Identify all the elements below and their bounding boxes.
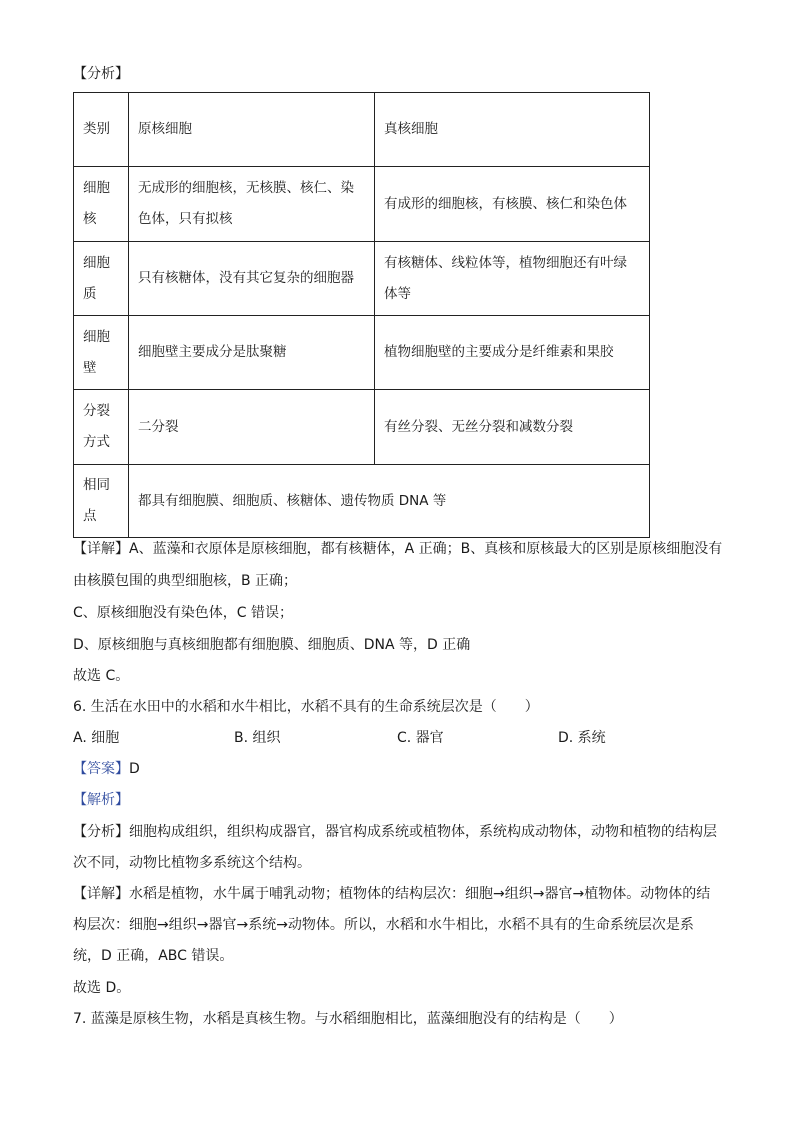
q6-option-a: A. 细胞 [73, 730, 120, 746]
q6-option-d: D. 系统 [558, 730, 606, 746]
row-category: 相同点 [83, 477, 110, 524]
q6-detail-line-1 [73, 884, 733, 904]
q6-option-c: C. 器官 [397, 730, 444, 746]
row-eukaryote: 有成形的细胞核，有核膜、核仁和染色体 [384, 195, 627, 212]
fenxi-label: 【分析】 [73, 824, 129, 840]
header-eukaryote: 真核细胞 [384, 121, 438, 137]
table-row [74, 316, 650, 390]
q6-analysis-label: 【解析】 [73, 792, 129, 808]
detail-label: 【详解】 [73, 886, 129, 902]
common-points: 都具有细胞膜、细胞质、核糖体、遗传物质 DNA 等 [138, 492, 447, 509]
q6-stem: 6. 生活在水田中的水稻和水牛相比，水稻不具有的生命系统层次是（ ） [73, 699, 539, 715]
q7-stem: 7. 蓝藻是原核生物，水稻是真核生物。与水稻细胞相比，蓝藻细胞没有的结构是（ ） [73, 1011, 623, 1027]
q6-conclusion: 故选 D。 [73, 980, 131, 996]
row-prokaryote: 只有核糖体，没有其它复杂的细胞器 [138, 270, 354, 286]
q6-option-b: B. 组织 [234, 730, 281, 746]
q6-detail-line-3: 统，D 正确，ABC 错误。 [73, 948, 234, 964]
table-row [74, 242, 650, 316]
q6-fenxi-line-1 [73, 822, 733, 842]
q6-answer [73, 759, 733, 779]
detail-text: 水稻是植物，水牛属于哺乳动物；植物体的结构层次：细胞→组织→器官→植物体。动物体的结 [129, 886, 711, 902]
fenxi-text: 细胞构成组织，组织构成器官，器官构成系统或植物体，系统构成动物体，动物和植物的结构层 [129, 824, 717, 840]
row-category: 分裂方式 [83, 403, 110, 450]
row-prokaryote: 无成形的细胞核，无核膜、核仁、染色体，只有拟核 [138, 180, 354, 227]
header-prokaryote: 原核细胞 [138, 121, 192, 137]
row-prokaryote: 二分裂 [138, 418, 179, 435]
table-row [74, 167, 650, 242]
row-eukaryote: 植物细胞壁的主要成分是纤维素和果胶 [384, 344, 614, 360]
row-eukaryote: 有核糖体、线粒体等，植物细胞还有叶绿体等 [384, 254, 627, 302]
q6-detail-line-2: 构层次：细胞→组织→器官→系统→动物体。所以，水稻和水牛相比，水稻不具有的生命系统层次是系 [73, 917, 694, 933]
answer-value: D [129, 761, 140, 777]
header-category: 类别 [83, 121, 110, 137]
detail-text: A、蓝藻和衣原体是原核细胞，都有核糖体，A 正确；B、真核和原核最大的区别是原核细胞没有 [129, 541, 723, 557]
row-category: 细胞壁 [83, 328, 110, 376]
row-category: 细胞核 [83, 180, 110, 227]
q6-fenxi-line-2: 次不同，动物比植物多系统这个结构。 [73, 855, 311, 871]
row-prokaryote: 细胞壁主要成分是肽聚糖 [138, 344, 287, 360]
table-row [74, 390, 650, 465]
q5-conclusion: 故选 C。 [73, 668, 130, 684]
row-category: 细胞质 [83, 254, 110, 302]
q5-detail-line-4: D、原核细胞与真核细胞都有细胞膜、细胞质、DNA 等，D 正确 [73, 637, 471, 653]
q5-detail-line-2: 由核膜包围的典型细胞核，B 正确； [73, 573, 298, 589]
detail-label: 【详解】 [73, 541, 129, 557]
analysis-heading: 【分析】 [73, 66, 129, 82]
answer-label: 【答案】 [73, 761, 129, 777]
row-eukaryote: 有丝分裂、无丝分裂和减数分裂 [384, 418, 573, 435]
table-header-row [74, 93, 650, 167]
cell-comparison-table [73, 92, 650, 538]
q5-detail-line-1 [73, 539, 733, 559]
table-row-common [74, 465, 650, 538]
q5-detail-line-3: C、原核细胞没有染色体，C 错误； [73, 605, 294, 621]
